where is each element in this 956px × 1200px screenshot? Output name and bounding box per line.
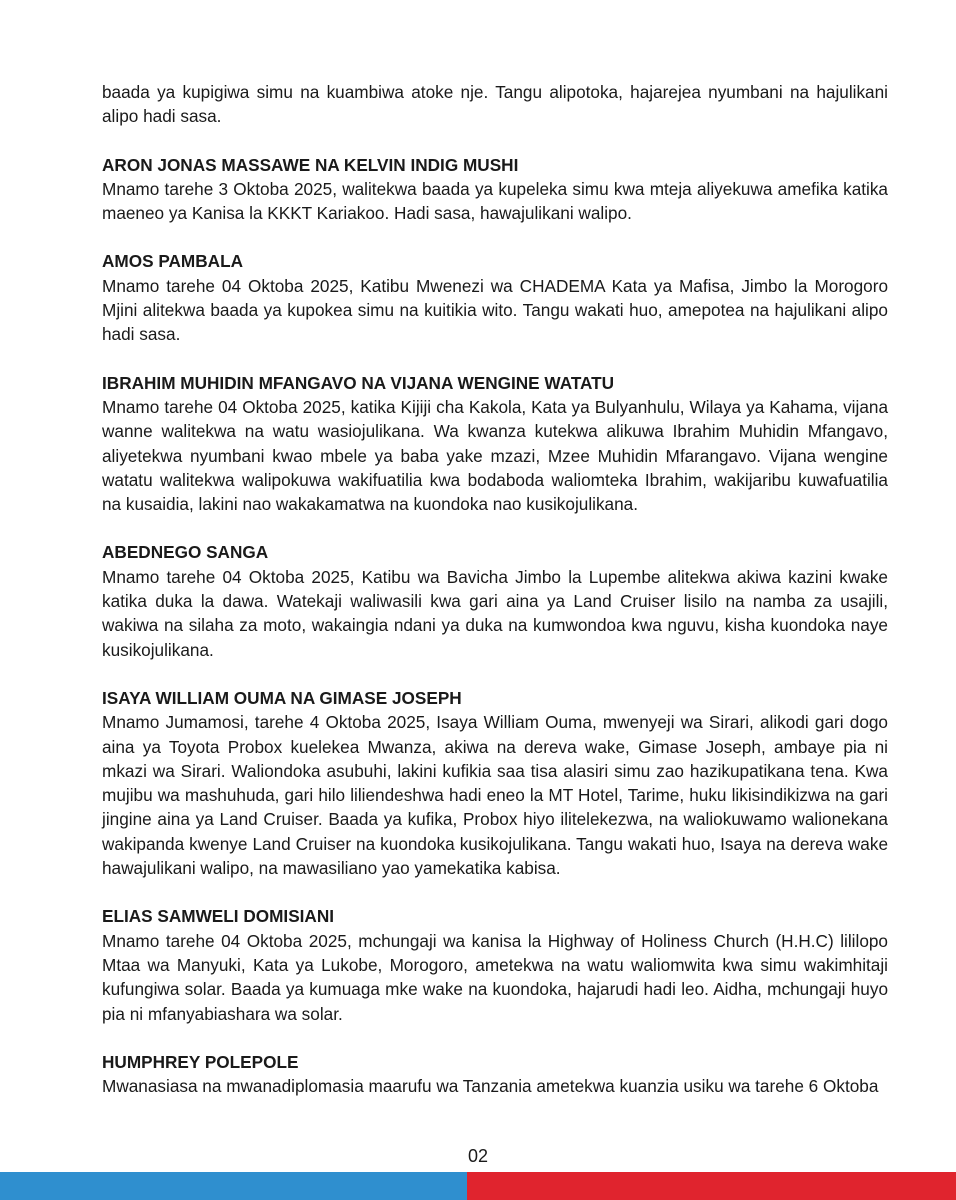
section-ibrahim-muhidin-mfangavo (102, 371, 888, 517)
section-isaya-william-ouma (102, 686, 888, 880)
section-heading: ARON JONAS MASSAWE NA KELVIN INDIG MUSHI (102, 154, 519, 175)
section-heading: AMOS PAMBALA (102, 251, 243, 272)
footer-blue-stripe (0, 1172, 467, 1200)
footer-red-stripe (467, 1172, 956, 1200)
page-number: 02 (467, 1146, 489, 1166)
section-aron-jonas-massawe (102, 153, 888, 226)
section-heading: HUMPHREY POLEPOLE (102, 1051, 299, 1072)
section-body: Mnamo tarehe 04 Oktoba 2025, Katibu Mwenezi wa CHADEMA Kata ya Mafisa, Jimbo la Morogoro Mjini alitekwa baada ya kupokea simu na kuitikia wito. Tangu wakati huo, amepotea na hajulikani alipo hadi sasa. (102, 275, 888, 345)
section-body: Mnamo tarehe 04 Oktoba 2025, mchungaji wa kanisa la Highway of Holiness Church (H.H.C) lililopo Mtaa wa Manyuki, Kata ya Lukobe, Morogoro, ametekwa na watu waliomwita kwa simu wakimhitaji kufungiwa solar. Baada ya kumuaga mke wake na kuondoka, hajarudi hadi leo. Aidha, mchungaji huyo pia ni mfanyabiashara wa solar. (102, 930, 888, 1024)
footer-color-bar (0, 1172, 956, 1200)
section-heading: IBRAHIM MUHIDIN MFANGAVO NA VIJANA WENGINE WATATU (102, 372, 615, 393)
section-body: Mnamo tarehe 3 Oktoba 2025, walitekwa baada ya kupeleka simu kwa mteja aliyekuwa amefika katika maeneo ya Kanisa la KKKT Kariakoo. Hadi sasa, hawajulikani walipo. (102, 178, 888, 224)
document-body (102, 80, 888, 1098)
section-heading: ELIAS SAMWELI DOMISIANI (102, 906, 335, 927)
section-amos-pambala (102, 249, 888, 346)
section-body: Mnamo tarehe 04 Oktoba 2025, Katibu wa Bavicha Jimbo la Lupembe alitekwa akiwa kazini kwake katika duka la dawa. Watekaji waliwasili kwa gari aina ya Land Cruiser lisilo na namba za usajili, wakiwa na silaha za moto, wakaingia ndani ya duka na kumwondoa kwa nguvu, kisha kuondoka naye kusikojulikana. (102, 566, 888, 660)
section-heading: ABEDNEGO SANGA (102, 542, 269, 563)
section-elias-samweli-domisiani (102, 904, 888, 1025)
section-heading: ISAYA WILLIAM OUMA NA GIMASE JOSEPH (102, 687, 462, 708)
intro-paragraph: baada ya kupigiwa simu na kuambiwa atoke nje. Tangu alipotoka, hajarejea nyumbani na hajulikani alipo hadi sasa. (102, 82, 888, 127)
section-body: Mnamo Jumamosi, tarehe 4 Oktoba 2025, Isaya William Ouma, mwenyeji wa Sirari, alikodi gari dogo aina ya Toyota Probox kuelekea Mwanza, akiwa na dereva wake, Gimase Joseph, ambaye pia ni mkazi wa Sirari. Waliondoka asubuhi, lakini kufikia saa tisa alasiri simu zao hazikupatikana tena. Kwa mujibu wa mashuhuda, gari hilo liliendeshwa hadi eneo la MT Hotel, Tarime, huku likisindikizwa na gari jingine aina ya Land Cruiser. Baada ya kufika, Probox hiyo ilitelekezwa, na waliokuwamo walionekana wakipanda kwenye Land Cruiser na kuondoka kusikojulikana. Tangu wakati huo, Isaya na dereva wake hawajulikani walipo, na mawasiliano yao yamekatika kabisa. (102, 712, 888, 879)
section-abednego-sanga (102, 540, 888, 661)
section-body: Mnamo tarehe 04 Oktoba 2025, katika Kijiji cha Kakola, Kata ya Bulyanhulu, Wilaya ya Kahama, vijana wanne walitekwa na watu wasiojulikana. Wa kwanza kutekwa alikuwa Ibrahim Muhidin Mfangavo, aliyetekwa nyumbani kwao mbele ya baba yake mzazi, Mzee Muhidin Mfarangavo. Vijana wengine watatu walitekwa walipokuwa wakifuatilia kwa bodaboda waliomteka Ibrahim, wakijaribu kuwafuatilia na kusaidia, lakini nao wakakamatwa na kuondoka nao kusikojulikana. (102, 396, 888, 515)
section-humphrey-polepole (102, 1050, 888, 1099)
section-body: Mwanasiasa na mwanadiplomasia maarufu wa Tanzania ametekwa kuanzia usiku wa tarehe 6 Oktoba (102, 1076, 879, 1097)
